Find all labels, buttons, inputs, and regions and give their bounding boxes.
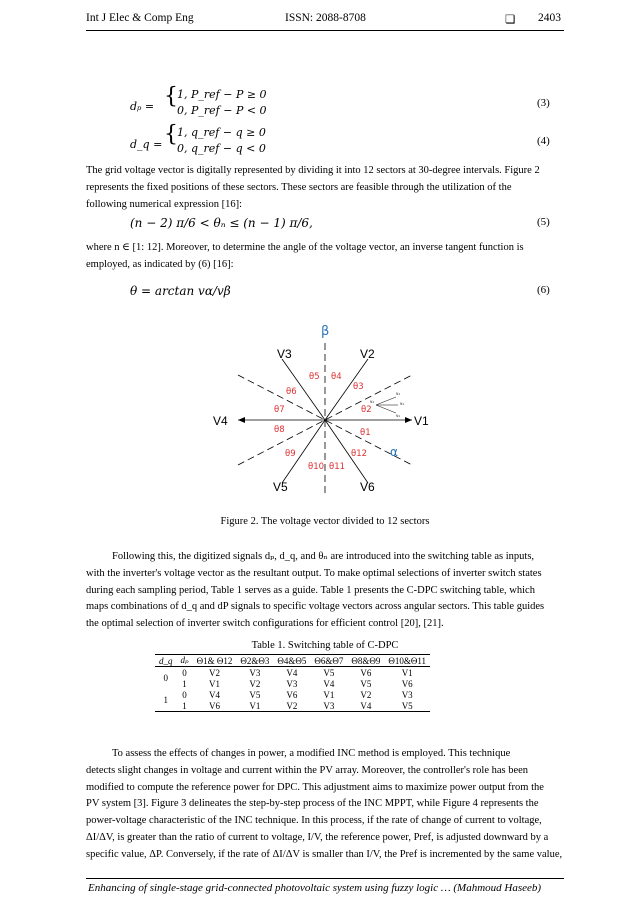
inset-label: v₁ xyxy=(396,391,400,396)
p4-line: specific value, ΔP. Conversely, if the rate of ΔI/ΔV is smaller than I/V, the Pref is incremented by the same value, xyxy=(86,848,563,860)
sector-label-10: θ10 xyxy=(308,462,325,472)
sector-label-8: θ8 xyxy=(274,425,285,435)
arrowhead-v4 xyxy=(238,417,245,423)
paragraph-3 xyxy=(86,549,564,633)
inset-label: v₁ xyxy=(400,401,404,406)
p3-line: maps combinations of d_q and dP signals to specific voltage vectors across angular sectors. This table guides xyxy=(86,601,545,613)
dq-cell: 0 xyxy=(163,673,168,683)
sector-label-9: θ9 xyxy=(285,449,296,459)
p1-line: represents the fixed positions of these sectors. These sectors are feasible through the utilization of the xyxy=(86,181,512,193)
table-cell: V5 xyxy=(323,667,335,678)
p4-line: To assess the effects of changes in power, a modified INC method is employed. This technique xyxy=(112,748,511,759)
p3-line: the optimal selection of inverter switch configurations for efficient control [20], [21]. xyxy=(86,618,444,630)
eq4-lhs: d_q = xyxy=(130,138,163,151)
table-cell: V6 xyxy=(286,689,298,700)
checkbox-square-icon: ❏ xyxy=(505,14,516,26)
table-row xyxy=(155,667,430,679)
eq5-text: (n − 2) π/6 < θₙ ≤ (n − 1) π/6, xyxy=(130,216,313,230)
paragraph-1 xyxy=(86,163,564,213)
paragraph-2 xyxy=(86,240,564,274)
table-cell: V2 xyxy=(249,678,261,689)
eq4-brace: { xyxy=(164,122,178,147)
table-cell: V6 xyxy=(193,700,237,712)
figure-caption: Figure 2. The voltage vector divided to 12 sectors xyxy=(220,516,430,527)
dq-cell: 1 xyxy=(155,689,177,712)
issn: ISSN: 2088-8708 xyxy=(285,12,366,24)
vector-label-v5: V5 xyxy=(273,480,288,494)
table-cell: V4 xyxy=(286,667,298,678)
dp-cell: 1 xyxy=(182,678,187,689)
header-rule xyxy=(86,30,564,31)
vector-label-v6: V6 xyxy=(360,480,375,494)
journal-name: Int J Elec & Comp Eng xyxy=(86,12,194,24)
p1-line: following numerical expression [16]: xyxy=(86,198,243,210)
eq3-case1: 1, P_ref − P ≥ 0 xyxy=(177,88,267,101)
table-cell: V6 xyxy=(360,667,372,678)
inset-line xyxy=(376,405,396,413)
p2-line: where n ∈ [1: 12]. Moreover, to determine the angle of the voltage vector, an inverse tangent function is xyxy=(86,242,524,253)
col-header: Θ4&Θ5 xyxy=(273,655,310,667)
p4-line: power-voltage characteristic of the INC technique. In this process, if the rate of change of current to voltage, xyxy=(86,815,542,827)
table-cell: V4 xyxy=(323,678,335,689)
table-cell: V1 xyxy=(323,689,335,700)
paragraph-4 xyxy=(86,746,564,864)
col-header: Θ6&Θ7 xyxy=(310,655,347,667)
table-cell: V2 xyxy=(273,700,310,712)
sector-label-2: θ2 xyxy=(361,405,372,415)
sector-label-3: θ3 xyxy=(353,382,364,392)
table-row xyxy=(155,678,430,689)
vector-label-v2: V2 xyxy=(360,347,375,361)
col-header: Θ10&Θ11 xyxy=(384,655,430,667)
dp-cell: 1 xyxy=(177,700,193,712)
eq3-number: (3) xyxy=(537,97,550,109)
p3-line: Following this, the digitized signals dₚ, d_q, and θₙ are introduced into the switching table as inputs, xyxy=(112,551,535,562)
table-cell: V1 xyxy=(208,678,220,689)
table-row xyxy=(155,700,430,712)
switching-table xyxy=(155,654,430,712)
sector-label-1: θ1 xyxy=(360,428,371,438)
sector-label-11: θ11 xyxy=(329,462,346,472)
col-header: dₚ xyxy=(177,655,193,667)
voltage-vector-figure xyxy=(200,315,440,505)
sector-label-4: θ4 xyxy=(331,372,342,382)
vector-label-v1: V1 xyxy=(414,414,429,428)
eq5-number: (5) xyxy=(537,216,550,228)
p3-line: with the inverter's voltage vector as the resultant output. To make optimal selections of inverter switch states xyxy=(86,567,542,579)
arrowhead-v1 xyxy=(405,417,412,423)
table-cell: V5 xyxy=(384,700,430,712)
table-caption: Table 1. Switching table of C-DPC xyxy=(251,640,399,651)
eq3-case2: 0, P_ref − P < 0 xyxy=(177,104,267,117)
table-cell: V3 xyxy=(249,667,261,678)
table-cell: V3 xyxy=(401,689,413,700)
eq6-text: θ = arctan vα/vβ xyxy=(130,284,231,298)
table-cell: V4 xyxy=(347,700,384,712)
table-cell: V1 xyxy=(401,667,413,678)
vector-label-v3: V3 xyxy=(277,347,292,361)
table-cell: V4 xyxy=(208,689,220,700)
sector-label-6: θ6 xyxy=(286,387,297,397)
table-cell: V1 xyxy=(236,700,273,712)
p1-line: The grid voltage vector is digitally represented by dividing it into 12 sectors at 30-degree intervals. Figure 2 xyxy=(86,165,540,176)
table-cell: V5 xyxy=(249,689,261,700)
p4-line: ΔI/ΔV, is greater than the ratio of current to voltage, I/V, the reference power, Pref, is adjusted downward by a xyxy=(86,831,549,843)
col-header: Θ2&Θ3 xyxy=(236,655,273,667)
p2-line: employed, as indicated by (6) [16]: xyxy=(86,258,234,270)
table-cell: V3 xyxy=(286,678,298,689)
inset-label: v₁ xyxy=(396,413,400,418)
sector-label-5: θ5 xyxy=(309,372,320,382)
table-cell: V6 xyxy=(401,678,413,689)
dp-cell: 0 xyxy=(182,667,187,678)
footer-text: Enhancing of single-stage grid-connected photovoltaic system using fuzzy logic … (Mahmoud Haseeb) xyxy=(88,882,542,894)
vector-label-v4: V4 xyxy=(213,414,228,428)
p3-line: during each sampling period, Table 1 serves as a guide. Table 1 presents the C-DPC switching table, which xyxy=(86,584,535,596)
eq4-case2: 0, q_ref − q < 0 xyxy=(177,142,266,155)
p4-line: detects slight changes in voltage and current within the PV array. Moreover, the controller's role has been xyxy=(86,764,529,776)
sector-label-12: θ12 xyxy=(351,449,368,459)
beta-axis-label: β xyxy=(321,324,330,339)
p4-line: modified to compute the reference power for DPC. This adjustment aims to maximize power output from the xyxy=(86,781,544,793)
eq3-lhs: dₚ = xyxy=(130,100,155,113)
col-header: d_q xyxy=(155,655,177,667)
sector-label-7: θ7 xyxy=(274,405,285,415)
inset-line xyxy=(376,397,396,405)
col-header: Θ1& Θ12 xyxy=(193,655,237,667)
eq6-number: (6) xyxy=(537,284,550,296)
table-cell: V3 xyxy=(310,700,347,712)
eq4-number: (4) xyxy=(537,135,550,147)
table-row xyxy=(155,689,430,700)
table-cell: V5 xyxy=(360,678,372,689)
inset-label: v₁ xyxy=(370,399,374,404)
footer-rule xyxy=(86,878,564,879)
table-cell: V2 xyxy=(360,689,372,700)
page-number: 2403 xyxy=(538,12,561,24)
dp-cell: 0 xyxy=(182,689,187,700)
table-header-row xyxy=(155,655,430,667)
eq4-case1: 1, q_ref − q ≥ 0 xyxy=(177,126,266,139)
col-header: Θ8&Θ9 xyxy=(347,655,384,667)
eq3-brace: { xyxy=(164,84,178,109)
table-cell: V2 xyxy=(208,667,220,678)
p4-line: PV system [3]. Figure 3 delineates the step-by-step process of the INC MPPT, while Figure 4 represents the xyxy=(86,798,539,810)
alpha-axis-label: α xyxy=(390,445,398,459)
